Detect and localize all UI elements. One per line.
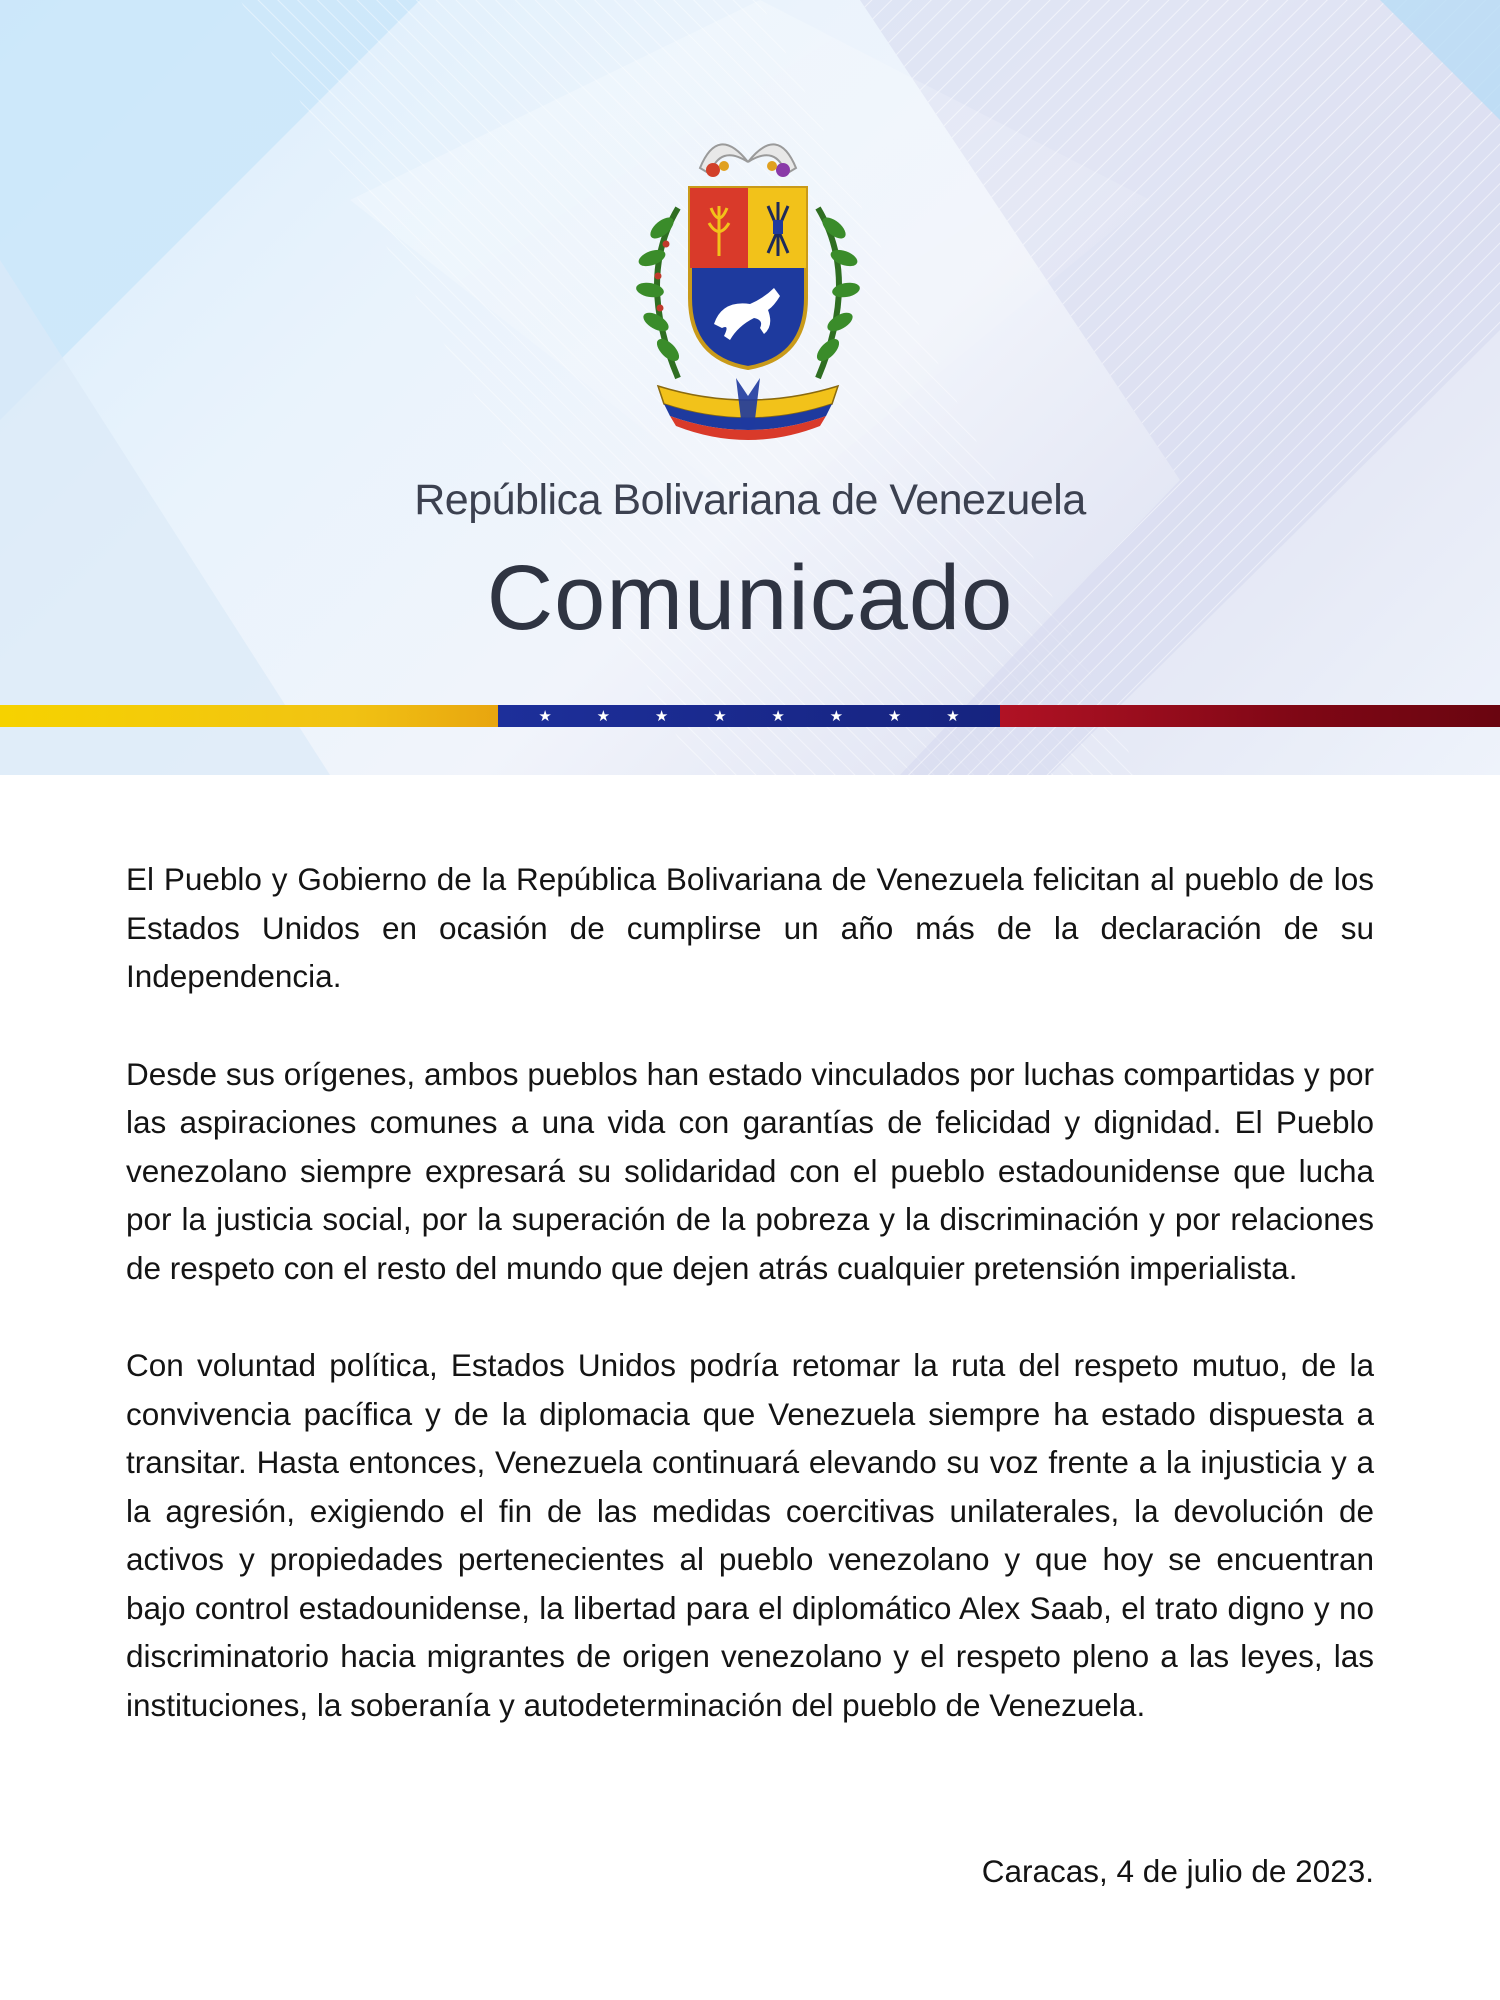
star-icon: ★ — [946, 706, 960, 725]
communique-body — [126, 855, 1374, 1778]
paragraph-1: El Pueblo y Gobierno de la República Bolivariana de Venezuela felicitan al pueblo de los Estados Unidos en ocasión de cumplirse un año más de la declaración de su Independencia. — [126, 861, 1374, 994]
coat-of-arms-icon — [618, 128, 878, 458]
paragraph-2: Desde sus orígenes, ambos pueblos han estado vinculados por luchas compartidas y por las aspiraciones comunes a una vida con garantías de felicidad y dignidad. El Pueblo venezolano siempre expresará su solidaridad con el pueblo estadounidense que lucha por la justicia social, por la superación de la pobreza y la discriminación y por relaciones de respeto con el resto del mundo que dejen atrás cualquier pretensión imperialista. — [126, 1055, 1374, 1286]
issuer-subtitle: República Bolivariana de Venezuela — [414, 476, 1086, 524]
header-banner — [0, 0, 1500, 775]
star-icon: ★ — [654, 706, 669, 725]
star-icon: ★ — [887, 706, 902, 725]
flag-red-band — [1000, 705, 1500, 727]
place-date-signature: Caracas, 4 de julio de 2023. — [981, 1853, 1374, 1889]
flag-stripe-bar — [0, 705, 1500, 727]
star-icon: ★ — [538, 706, 552, 725]
star-icon: ★ — [829, 706, 844, 725]
star-icon: ★ — [713, 706, 727, 725]
star-icon: ★ — [771, 706, 785, 725]
page-title: Comunicado — [486, 547, 1014, 649]
star-icon: ★ — [596, 706, 611, 725]
flag-blue-band — [498, 705, 1000, 727]
paragraph-3: Con voluntad política, Estados Unidos podría retomar la ruta del respeto mutuo, de la convivencia pacífica y de la diplomacia que Venezuela siempre ha estado dispuesta a transitar. Hasta entonces, Venezuela continuará elevando su voz frente a la injusticia y a la agresión, exigiendo el fin de las medidas coercitivas unilaterales, la devolución de activos y propiedades pertenecientes al pueblo venezolano y que hoy se encuentran bajo control estadounidense, la libertad para el diplomático Alex Saab, el trato digno y no discriminatorio hacia migrantes de origen venezolano y el respeto pleno a las leyes, las instituciones, la soberanía y autodeterminación del pueblo de Venezuela. — [126, 1347, 1374, 1723]
flag-yellow-band — [0, 705, 498, 727]
